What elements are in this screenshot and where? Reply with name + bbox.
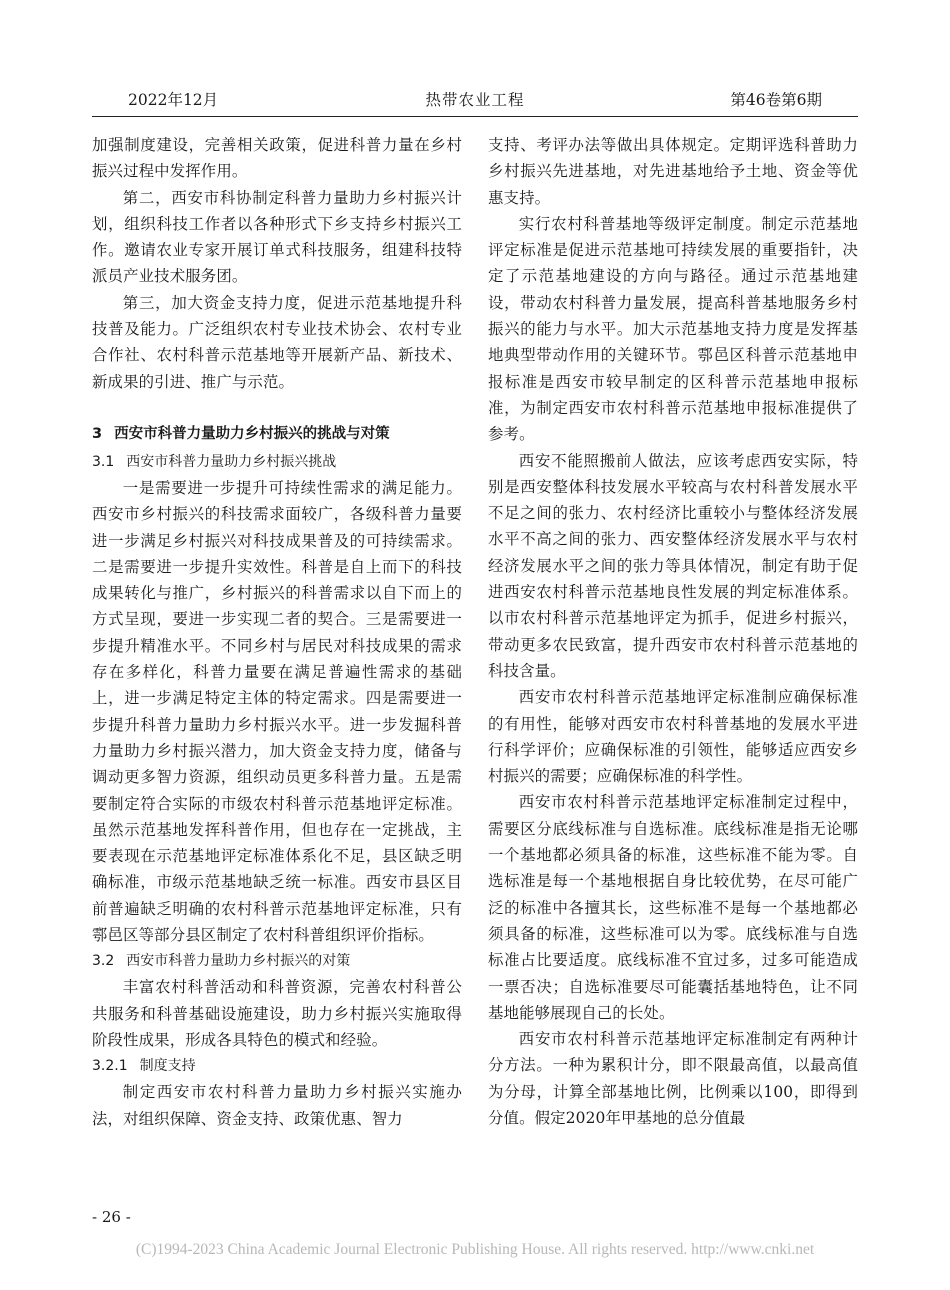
subsection-number: 3.1 — [92, 453, 115, 470]
section-number: 3 — [92, 425, 103, 442]
subsection-heading-3-2-1 — [92, 1053, 462, 1079]
copyright-watermark: (C)1994-2023 China Academic Journal Electronic Publishing House. All rights reserved. http://www.cnki.net — [135, 1241, 815, 1258]
section-title: 西安市科普力量助力乡村振兴的挑战与对策 — [114, 425, 390, 442]
subsection-heading-3-2 — [92, 948, 462, 974]
subsection-number: 3.2 — [92, 953, 115, 970]
subsection-title: 西安市科普力量助力乡村振兴的对策 — [126, 953, 351, 970]
paragraph: 支持、考评办法等做出具体规定。定期评选科普助力乡村振兴先进基地，对先进基地给予土地、资金等优惠支持。 — [488, 136, 858, 207]
section-heading-3 — [92, 421, 462, 447]
header-date: 2022年12月 — [128, 91, 219, 109]
paragraph: 西安市农村科普示范基地评定标准制应确保标准的有用性，能够对西安市农村科普基地的发展水平进行科学评价；应确保标准的引领性，能够适应西安乡村振兴的需要；应确保标准的科学性。 — [488, 688, 858, 786]
right-column — [488, 132, 858, 1131]
paragraph: 第二，西安市科协制定科普力量助力乡村振兴计划，组织科技工作者以各种形式下乡支持乡村振兴工作。邀请农业专家开展订单式科技服务，组建科技特派员产业技术服务团。 — [92, 188, 462, 286]
subsection-title: 西安市科普力量助力乡村振兴挑战 — [126, 453, 337, 470]
journal-title: 热带农业工程 — [425, 91, 525, 109]
subsection-title: 制度支持 — [139, 1058, 196, 1075]
paragraph: 西安市农村科普示范基地评定标准制定有两种计分方法。一种为累积计分，即不限最高值，以最高值为分母，计算全部基地比例，比例乘以100，即得到分值。假定2020年甲基地的总分值最 — [488, 1030, 858, 1127]
paragraph: 第三，加大资金支持力度，促进示范基地提升科技普及能力。广泛组织农村专业技术协会、农村专业合作社、农村科普示范基地等开展新产品、新技术、新成果的引进、推广与示范。 — [92, 293, 462, 391]
paragraph: 实行农村科普基地等级评定制度。制定示范基地评定标准是促进示范基地可持续发展的重要指针，决定了示范基地建设的方向与路径。通过示范基地建设，带动农村科普力量发展，提高科普基地服务乡村振兴的能力与水平。加大示范基地支持力度是发挥基地典型带动作用的关键环节。鄠邑区科普示范基地申报标准是西安市较早制定的区科普示范基地申报标准，为制定西安市农村科普示范基地申报标准提供了参考。 — [488, 214, 858, 444]
paragraph: 一是需要进一步提升可持续性需求的满足能力。西安市乡村振兴的科技需求面较广，各级科普力量要进一步满足乡村振兴对科技成果普及的可持续需求。二是需要进一步提升实效性。科普是自上而下的科技成果转化与推广，乡村振兴的科普需求以自下而上的方式呈现，要进一步实现二者的契合。三是需要进一步提升精准水平。不同乡村与居民对科技成果的需求存在多样化，科普力量要在满足普遍性需求的基础上，进一步满足特定主体的特定需求。四是需要进一步提升科普力量助力乡村振兴水平。进一步发掘科普力量助力乡村振兴潜力，加大资金支持力度，储备与调动更多智力资源，组织动员更多科普力量。五是需要制定符合实际的市级农村科普示范基地评定标准。虽然示范基地发挥科普作用，但也存在一定挑战，主要表现在示范基地评定标准体系化不足，县区缺乏明确标准，市级示范基地缺乏统一标准。西安市县区目前普遍缺乏明确的农村科普示范基地评定标准，只有鄠邑区等部分县区制定了农村科普组织评价指标。 — [92, 478, 462, 945]
header-rule — [92, 116, 858, 117]
left-column — [92, 132, 462, 1132]
subsection-heading-3-1 — [92, 449, 462, 475]
paragraph: 西安不能照搬前人做法，应该考虑西安实际，特别是西安整体科技发展水平较高与农村科普发展水平不足之间的张力、农村经济比重较小与整体经济发展水平不高之间的张力、西安整体经济发展水平与农村经济发展水平之间的张力等具体情况，制定有助于促进西安农村科普示范基地良性发展的判定标准体系。以市农村科普示范基地评定为抓手，促进乡村振兴，带动更多农民致富，提升西安市农村科普示范基地的科技含量。 — [488, 451, 858, 680]
subsection-number: 3.2.1 — [92, 1058, 128, 1075]
paragraph: 加强制度建设，完善相关政策，促进科普力量在乡村振兴过程中发挥作用。 — [92, 136, 462, 181]
page-number: - 26 - — [92, 1208, 131, 1226]
paragraph: 丰富农村科普活动和科普资源，完善农村科普公共服务和科普基础设施建设，助力乡村振兴实施取得阶段性成果，形成各具特色的模式和经验。 — [92, 978, 462, 1049]
paragraph: 西安市农村科普示范基地评定标准制定过程中，需要区分底线标准与自选标准。底线标准是指无论哪一个基地都必须具备的标准，这些标准不能为零。自选标准是每一个基地根据自身比较优势，在尽可能广泛的标准中各擅其长，这些标准不是每一个基地都必须具备的标准，这些标准可以为零。底线标准与自选标准占比要适度。底线标准不宜过多，过多可能造成一票否决；自选标准要尽可能囊括基地特色，让不同基地能够展现自己的长处。 — [488, 793, 858, 1022]
running-header — [92, 88, 858, 112]
header-volume-issue: 第46卷第6期 — [730, 91, 822, 109]
paragraph: 制定西安市农村科普力量助力乡村振兴实施办法，对组织保障、资金支持、政策优惠、智力 — [92, 1083, 462, 1128]
